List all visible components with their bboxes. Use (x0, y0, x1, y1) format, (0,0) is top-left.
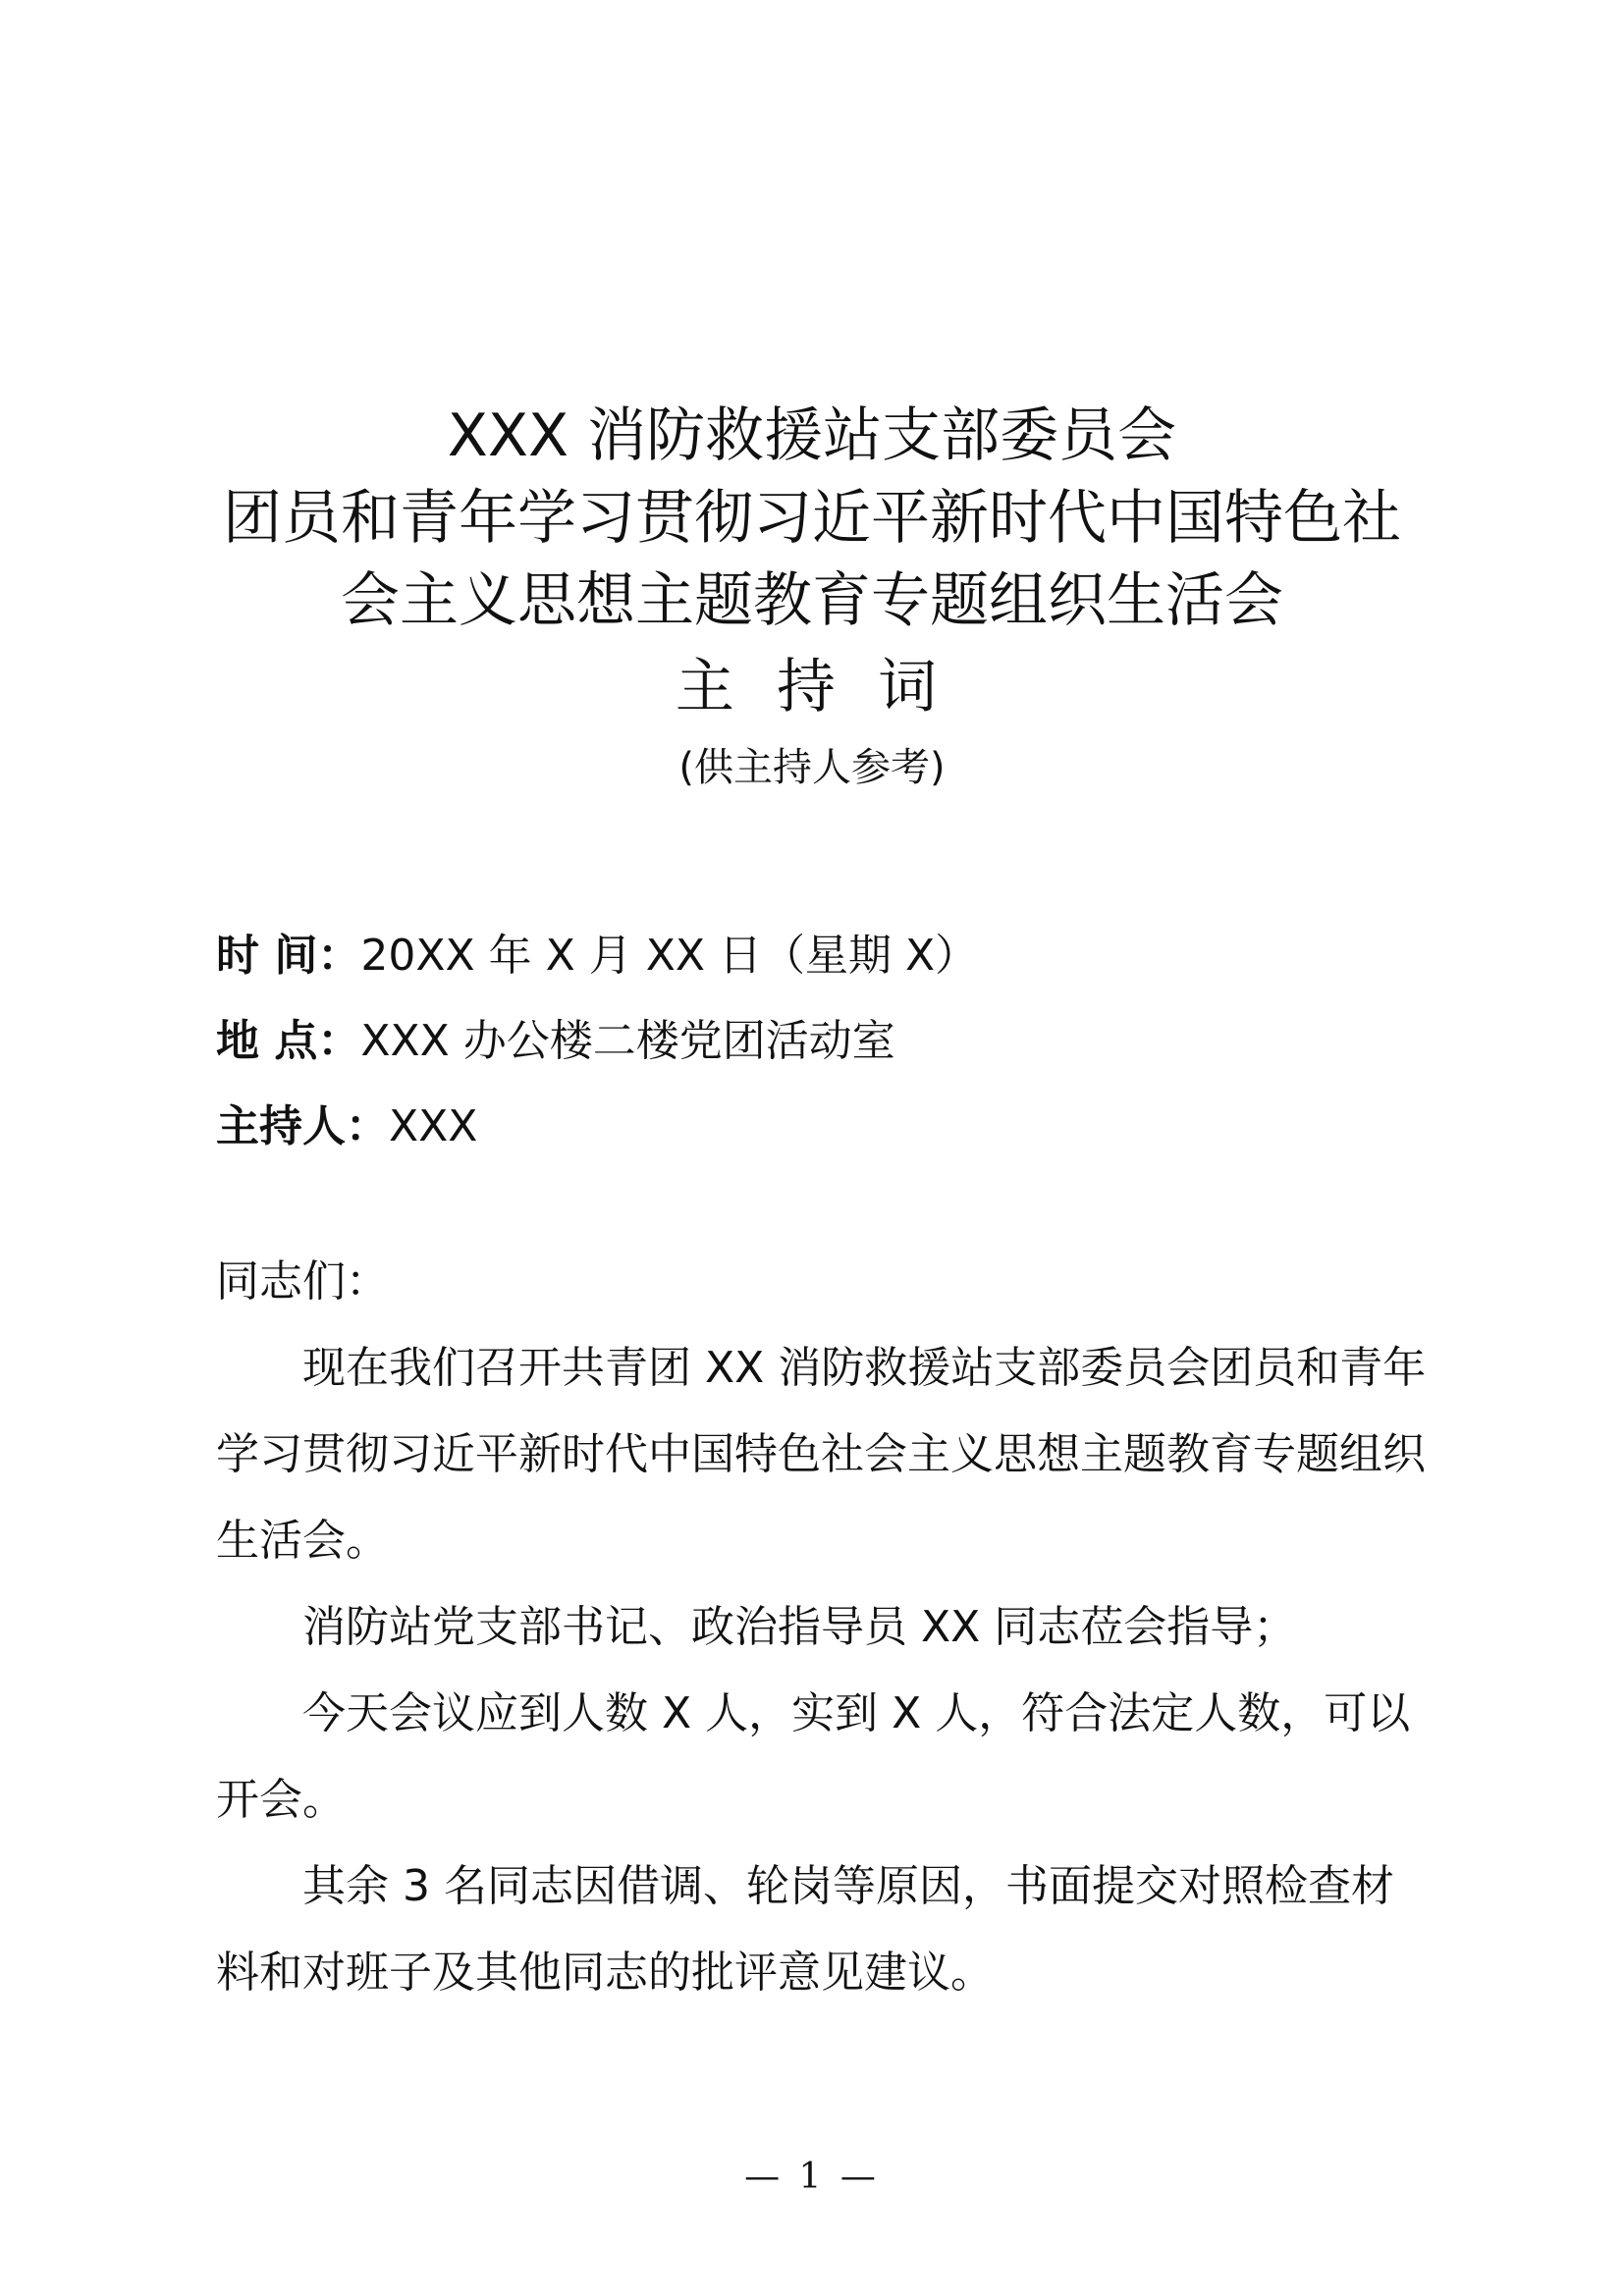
paragraph-4: 其余 3 名同志因借调、轮岗等原因，书面提交对照检查材料和对班子及其他同志的批评意见建议。 (216, 1861, 1394, 1998)
meta-place (216, 1012, 1443, 1071)
paragraph-2: 消防站党支部书记、政治指导员 XX 同志莅会指导； (302, 1602, 1297, 1652)
meta-host-label: 主持人： (216, 1101, 389, 1151)
meta-time-value: 20XX 年 X 月 XX 日（星期 X） (360, 931, 979, 981)
paragraph-1: 现在我们召开共青团 XX 消防救援站支部委员会团员和青年学习贯彻习近平新时代中国特色社会主义思想主题教育专题组织生活会。 (216, 1343, 1427, 1566)
meta-host-value: XXX (389, 1101, 478, 1151)
page-number: — 1 — (744, 2157, 880, 2197)
meta-place-label: 地 点： (216, 1016, 361, 1066)
meta-time (216, 927, 1443, 986)
title-line-3: 会主义思想主题教育专题组织生活会 (341, 566, 1283, 635)
title-note: (供主持人参考) (678, 745, 946, 790)
title-line-1: XXX 消防救援站支部委员会 (447, 401, 1177, 470)
paragraph-3: 今天会议应到人数 X 人，实到 X 人，符合法定人数，可以开会。 (216, 1688, 1411, 1825)
title-line-4: 主 持 词 (675, 653, 949, 721)
document-title (196, 395, 1428, 797)
body-text (216, 1239, 1434, 2016)
meta-time-label: 时 间： (216, 931, 361, 981)
meta-place-value: XXX 办公楼二楼党团活动室 (360, 1016, 895, 1066)
title-line-2: 团员和青年学习贯彻习近平新时代中国特色社 (223, 484, 1401, 553)
meta-host (216, 1097, 1443, 1156)
greeting: 同志们： (216, 1256, 389, 1307)
